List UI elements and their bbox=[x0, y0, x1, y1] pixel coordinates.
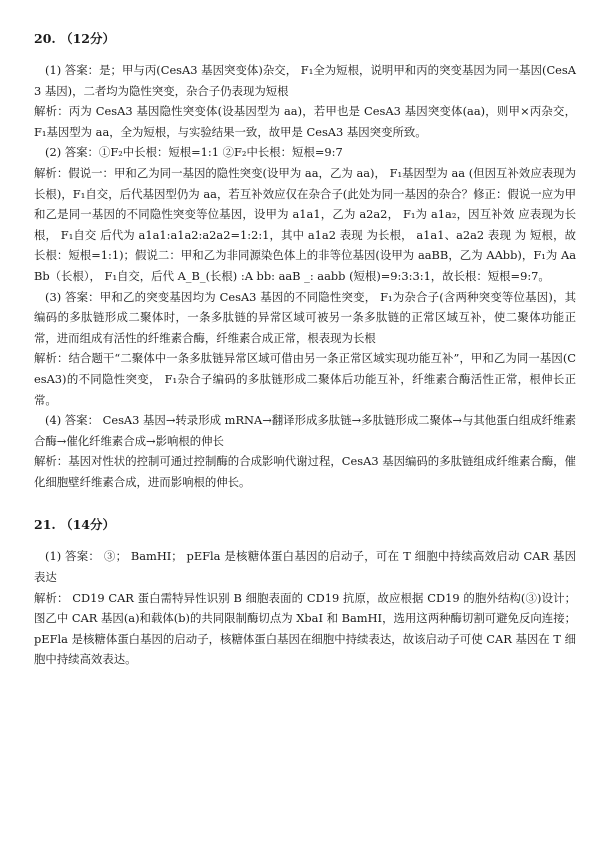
q20-part4-answer: (4) 答案： CesA3 基因→转录形成 mRNA→翻译形成多肽链→多肽链形成二聚体→与其他蛋白组成纤维素合酶→催化纤维素合成→影响根的伸长 bbox=[34, 413, 576, 448]
q20-part1-analysis: 解析：丙为 CesA3 基因隐性突变体(设基因型为 aa)，若甲也是 CesA3 基因突变体(aa)，则甲×丙杂交， F₁基因型为 aa，全为短根，与实验结果一致，故甲是 CesA3 基因突变所致。 bbox=[34, 104, 576, 139]
q20-part3-analysis: 解析：结合题干“二聚体中一条多肽链异常区域可借由另一条正常区域实现功能互补”，甲和乙为同一基因(CesA3)的不同隐性突变， F₁杂合子编码的多肽链形成二聚体后功能互补，纤维素合酶活性正常，根伸长正常。 bbox=[34, 351, 576, 407]
q20-part1-answer: (1) 答案：是；甲与丙(CesA3 基因突变体)杂交， F₁全为短根，说明甲和丙的突变基因为同一基因(CesA3 基因)，二者均为隐性突变，杂合子仍表现为短根 bbox=[34, 63, 576, 98]
q20-part3-answer: (3) 答案：甲和乙的突变基因均为 CesA3 基因的不同隐性突变， F₁为杂合子(含两种突变等位基因)，其编码的多肽链形成二聚体时，一条多肽链的异常区域可被另一条多肽链的正常区域互补，使二聚体功能正常，进而组成有活性的纤维素合酶，纤维素合成正常，根表现为长根 bbox=[34, 289, 576, 345]
q21-part1-analysis: 解析： CD19 CAR 蛋白需特异性识别 B 细胞表面的 CD19 抗原，故应根据 CD19 的胞外结构(③)设计；图乙中 CAR 基因(a)和载体(b)的共同限制酶切点为 XbaI 和 BamHI，选用这两种酶切割可避免反向连接； pEFla 是核糖体蛋白基因的启动子，核糖体蛋白基因在细胞中持续表达，故该启动子可使 CAR 基因在 T 细胞中持续高效表达。 bbox=[34, 590, 576, 667]
q20-part2-answer: (2) 答案：①F₂中长根：短根=1:1 ②F₂中长根：短根=9:7 bbox=[45, 145, 343, 160]
q20-part4-analysis: 解析：基因对性状的控制可通过控制酶的合成影响代谢过程，CesA3 基因编码的多肽链组成纤维素合酶，催化细胞壁纤维素合成，进而影响根的伸长。 bbox=[34, 454, 576, 489]
q20-part2-analysis: 解析：假说一：甲和乙为同一基因的隐性突变(设甲为 aa，乙为 aa)， F₁基因型为 aa (但因互补效应表现为长根)，F₁自交，后代基因型仍为 aa，若互补效应仅在杂合子(此处为同一基因的杂合？修正：假说一应为甲和乙是同一基因的不同隐性突变等位基因，设甲为 a1a1，乙为 a2a2， F₁为 a1a₂，因互补效 应表现为长根， F₁自交 后代为 a1a1:a1a2:a2a2=1:2:1，其中 a1a2 表现 为长根， a1a1、a2a2 表现 为 短根，故长根：短根=1:1)；假说二：甲和乙为非同源染色体上的非等位基因(设甲为 aaBB，乙为 AAbb)，F₁为 AaBb（长根）， F₁自交，后代 A_B_(长根) :A bb: aaB _: aabb (短根)=9:3:3:1，故长根：短根=9:7。 bbox=[34, 165, 576, 283]
q21-part1-answer: (1) 答案： ③； BamHI； pEFla 是核糖体蛋白基因的启动子，可在 T 细胞中持续高效启动 CAR 基因表达 bbox=[34, 549, 576, 585]
question-20-title: 20. （12分） bbox=[34, 31, 115, 46]
question-21-title: 21. （14分） bbox=[34, 517, 115, 533]
